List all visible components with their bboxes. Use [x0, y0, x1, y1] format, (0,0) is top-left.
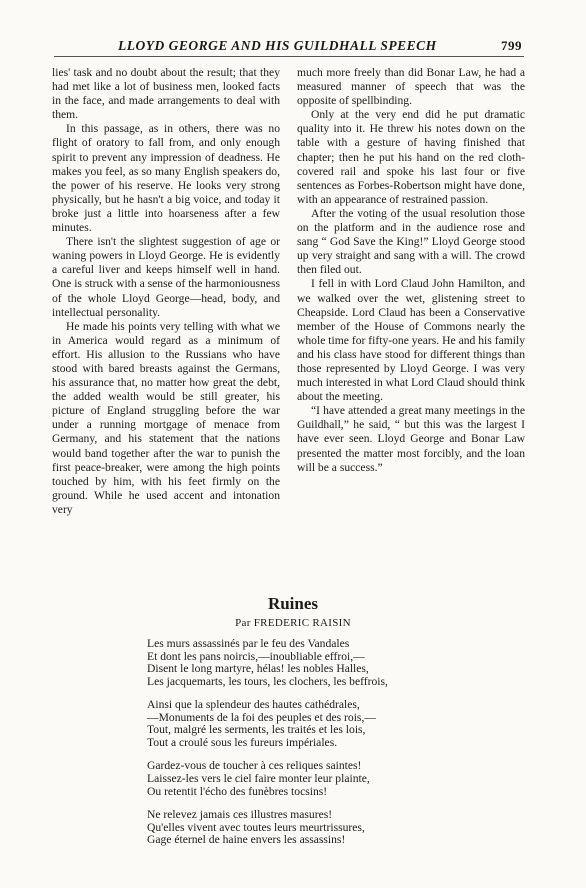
paragraph: He made his points very telling with what we in America would regard as a minimum of effort. His allusion to the Russians who have stood with bared breasts against the Germans, his assurance that, no matter how great the debt, the added wealth would be still greater, his picture of England struggling before the war under a running mortgage of menace from Germany, and his statement that the nations would band together after the war to punish the first peace-breaker, were among the high points touched by him, with his feet firmly on the ground. While he used accent and intonation very	[52, 319, 280, 516]
right-column	[297, 66, 525, 475]
poem-title: Ruines	[267, 594, 319, 613]
poem-line: Laissez-les vers le ciel faire monter leur plainte,	[147, 771, 370, 785]
paragraph: much more freely than did Bonar Law, he had a measured manner of speech that was the opposite of spellbinding.	[297, 66, 525, 108]
poem-line: Tout a croulé sous les fureurs impériales.	[147, 735, 338, 749]
paragraph: In this passage, as in others, there was no flight of oratory to fall from, and only enough spirit to prevent any impression of deadness. He makes you feel, as so many English speakers do, the power of his reserve. He looks very strong physically, but he hasn't a big voice, and today it broke just a little into hoarseness after a few minutes.	[52, 122, 280, 235]
poem-stanza	[147, 638, 537, 688]
paragraph: I fell in with Lord Claud John Hamilton, and we walked over the wet, glistening street to Cheapside. Lord Claud has been a Conservative member of the House of Commons nearly the whole time for fifty-one years. He and his family and his class have stood for different things than those represented by Lloyd George. I was very much interested in what Lord Claud should think about the meeting.	[297, 277, 525, 404]
poem-byline	[0, 617, 586, 629]
poem-line: Ainsi que la splendeur des hautes cathédrales,	[147, 698, 360, 712]
page-number: 799	[501, 38, 522, 53]
poem-author: FREDERIC RAISIN	[253, 617, 351, 629]
poem-line: Ne relevez jamais ces illustres masures!	[147, 807, 333, 821]
poem-line: —Monuments de la foi des peuples et des rois,—	[147, 710, 376, 724]
poem-line: Et dont les pans noircis,—inoubliable effroi,—	[147, 649, 365, 663]
poem-line: Ou retentit l'écho des funèbres tocsins!	[147, 784, 328, 798]
poem-line: Disent le long martyre, hélas! les nobles Halles,	[147, 662, 369, 676]
poem-line: Les murs assassinés par le feu des Vandales	[147, 637, 350, 650]
left-column	[52, 66, 280, 517]
paragraph: “I have attended a great many meetings in the Guildhall,” he said, “ but this was the largest I have ever seen. Lloyd George and Bonar Law presented the matter most forcibly, and the loan will be a success.”	[297, 404, 525, 474]
byline-prefix: Par	[235, 617, 251, 629]
poem-line: Qu'elles vivent avec toutes leurs meurtrissures,	[147, 820, 365, 834]
paragraph: lies' task and no doubt about the result; that they had met like a lot of business men, looked facts in the face, and made arrangements to deal with them.	[52, 66, 280, 122]
poem-line: Gardez-vous de toucher à ces reliques saintes!	[147, 759, 362, 773]
poem-line: Tout, malgré les serments, les traités et les lois,	[147, 723, 366, 737]
paragraph: After the voting of the usual resolution those on the platform and in the audience rose and sang “ God Save the King!” Lloyd George stood up very straight and sang with a will. The crowd then filed out.	[297, 206, 525, 277]
poem-stanza	[147, 760, 537, 798]
poem-stanza	[147, 809, 537, 847]
running-title: LLOYD GEORGE AND HIS GUILDHALL SPEECH	[118, 38, 437, 53]
poem-body	[147, 638, 537, 847]
poem-line: Gage éternel de haine envers les assassins!	[147, 833, 346, 847]
poem-stanza	[147, 699, 537, 749]
paragraph: There isn't the slightest suggestion of age or waning powers in Lloyd George. He is evidently a careful liver and keeps himself well in hand. One is struck with a sense of the harmoniousness of the whole Lloyd George—head, body, and intellectual personality.	[52, 235, 280, 319]
running-header	[54, 38, 524, 57]
poem-line: Les jacquemarts, les tours, les clochers, les beffrois,	[147, 674, 388, 688]
paragraph: Only at the very end did he put dramatic quality into it. He threw his notes down on the table with a gesture of having finished that chapter; then he put his hand on the red cloth-covered rail and spoke his last four or five sentences as Forbes-Robertson might have done, with an appearance of restrained passion.	[297, 108, 525, 206]
